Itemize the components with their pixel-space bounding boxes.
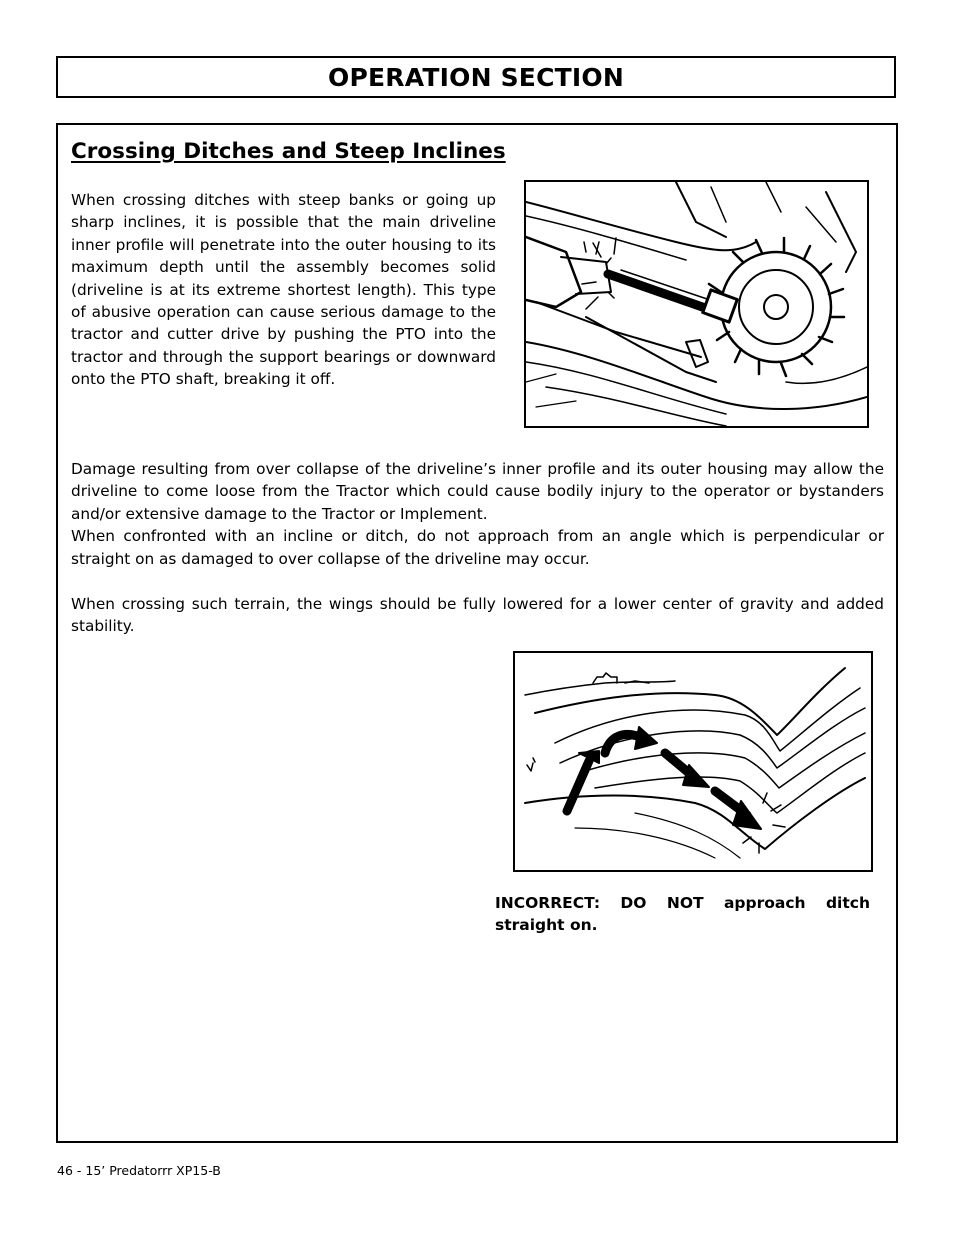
figure-caption [495, 892, 870, 937]
caption-line-1: INCORRECT: DO NOT approach ditch [495, 894, 870, 912]
page-title: OPERATION SECTION [328, 63, 624, 92]
content-panel [56, 123, 898, 1143]
ditch-approach-illustration [513, 651, 873, 872]
wings-instruction-paragraph: When crossing such terrain, the wings should be fully lowered for a lower center of gravity and added stability. [71, 595, 884, 636]
body-paragraph [71, 458, 884, 570]
driveline-collapse-illustration [524, 180, 869, 428]
intro-paragraph: When crossing ditches with steep banks or going up sharp inclines, it is possible that the main driveline inner profile will penetrate into the outer housing to its maximum depth until the assembly becomes solid (driveline is at its extreme shortest length). This type of abusive operation can cause serious damage to the tractor and cutter drive by pushing the PTO into the tractor and through the support bearings or downward onto the PTO shaft, breaking it off. [71, 191, 496, 389]
page-footer: 46 - 15’ Predatorrr XP15-B [57, 1163, 221, 1178]
section-header [56, 56, 896, 98]
approach-instruction-text: When confronted with an incline or ditch, do not approach from an angle which is perpendicular or straight on as damaged to over collapse of the driveline may occur. [71, 527, 884, 568]
damage-warning-text: Damage resulting from over collapse of the driveline’s inner profile and its outer housing may allow the driveline to come loose from the Tractor which could cause bodily injury to the operator or bystanders and/or extensive damage to the Tractor or Implement. [71, 460, 884, 523]
caption-line-2: straight on. [495, 916, 598, 935]
section-title: Crossing Ditches and Steep Inclines [71, 139, 506, 164]
